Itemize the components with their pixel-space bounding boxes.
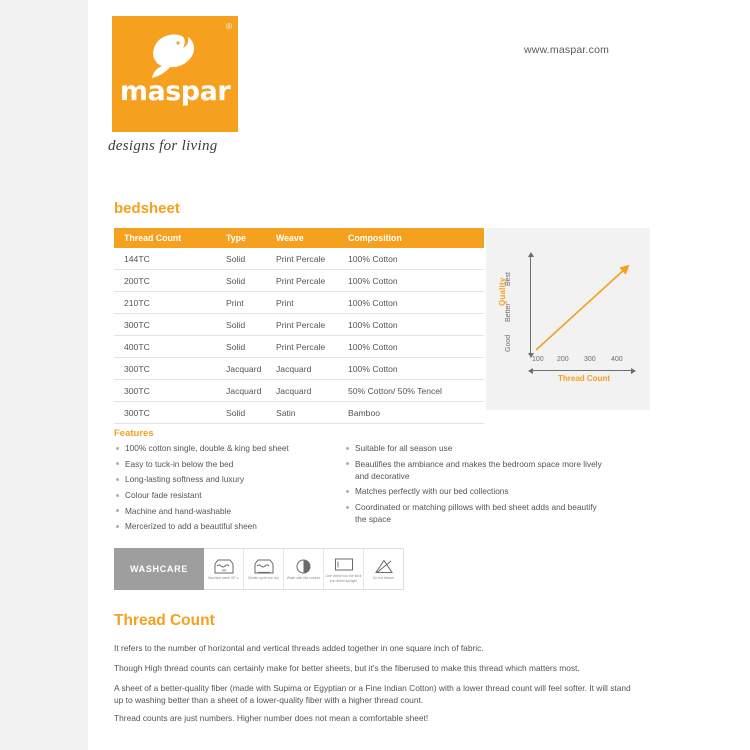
table-row bbox=[114, 314, 484, 336]
cell-type: Jacquard bbox=[216, 380, 266, 402]
table-row bbox=[114, 336, 484, 358]
spec-table-head bbox=[114, 228, 484, 248]
table-row bbox=[114, 292, 484, 314]
cell-thread-count: 144TC bbox=[114, 248, 216, 270]
cell-thread-count: 210TC bbox=[114, 292, 216, 314]
cell-weave: Print Percale bbox=[266, 314, 338, 336]
bird-icon bbox=[142, 30, 204, 82]
cell-type: Solid bbox=[216, 336, 266, 358]
quality-vs-thread-count-chart bbox=[486, 228, 650, 410]
cell-type: Solid bbox=[216, 248, 266, 270]
cell-composition: 100% Cotton bbox=[338, 248, 484, 270]
washcare-caption: Wash with like colours bbox=[286, 576, 321, 581]
cell-composition: 100% Cotton bbox=[338, 358, 484, 380]
list-item: 100% cotton single, double & king bed sheet bbox=[114, 442, 344, 454]
washcare-caption: Gentle cycle iron dry bbox=[248, 576, 279, 581]
cell-thread-count: 200TC bbox=[114, 270, 216, 292]
y-tick-good: Good bbox=[505, 334, 512, 352]
washcare-icon-row bbox=[204, 548, 404, 590]
brand-tagline: designs for living bbox=[108, 138, 218, 154]
table-header-row bbox=[114, 228, 484, 248]
column-header-type: Type bbox=[216, 228, 266, 248]
gentle-cycle-icon bbox=[244, 549, 284, 589]
cell-weave: Print Percale bbox=[266, 336, 338, 358]
table-row bbox=[114, 380, 484, 402]
x-tick-100: 100 bbox=[532, 356, 544, 363]
do-not-bleach-icon bbox=[364, 549, 403, 589]
cell-weave: Satin bbox=[266, 402, 338, 424]
registered-trademark-icon: ® bbox=[226, 22, 232, 31]
washcare-caption: Line dried/ iron the stick iron direct sunlight bbox=[325, 573, 362, 583]
cell-weave: Print Percale bbox=[266, 248, 338, 270]
column-header-thread-count: Thread Count bbox=[114, 228, 216, 248]
washcare-caption: Machine wash 40° c bbox=[208, 576, 239, 581]
thread-count-paragraph: Though High thread counts can certainly make for better sheets, but it's the fiberused to make this thread which matters most. bbox=[114, 663, 580, 673]
list-item: Matches perfectly with our bed collections bbox=[344, 485, 606, 497]
washcare-section bbox=[114, 548, 404, 590]
washcare-label: WASHCARE bbox=[114, 548, 204, 590]
cell-type: Solid bbox=[216, 270, 266, 292]
wash-with-like-colours-icon bbox=[284, 549, 324, 589]
cell-type: Jacquard bbox=[216, 358, 266, 380]
table-row bbox=[114, 358, 484, 380]
cell-composition: 100% Cotton bbox=[338, 336, 484, 358]
page-header bbox=[0, 0, 750, 178]
column-header-composition: Composition bbox=[338, 228, 484, 248]
list-item: Long-lasting softness and luxury bbox=[114, 473, 344, 485]
website-url[interactable]: www.maspar.com bbox=[524, 44, 610, 56]
svg-text:40: 40 bbox=[221, 567, 226, 573]
cell-composition: 50% Cotton/ 50% Tencel bbox=[338, 380, 484, 402]
list-item: Mercerized to add a beautiful sheen bbox=[114, 520, 344, 532]
features-title: Features bbox=[114, 428, 154, 439]
brand-wordmark: maspar bbox=[119, 76, 231, 107]
list-item: Easy to tuck-in below the bed bbox=[114, 458, 344, 470]
thread-count-paragraph: It refers to the number of horizontal and vertical threads added together in one square inch of fabric. bbox=[114, 643, 484, 653]
chart-x-axis-label: Thread Count bbox=[558, 374, 610, 383]
machine-wash-icon bbox=[204, 549, 244, 589]
brand-logo bbox=[112, 16, 238, 132]
cell-type: Print bbox=[216, 292, 266, 314]
list-item: Coordinated or matching pillows with bed sheet adds and beautify the space bbox=[344, 501, 606, 525]
features-column-right bbox=[344, 442, 606, 529]
cell-thread-count: 300TC bbox=[114, 314, 216, 336]
list-item: Colour fade resistant bbox=[114, 489, 344, 501]
list-item: Suitable for all season use bbox=[344, 442, 606, 454]
cell-weave: Jacquard bbox=[266, 358, 338, 380]
cell-thread-count: 300TC bbox=[114, 358, 216, 380]
list-item: Beautifies the ambiance and makes the bedroom space more lively and decorative bbox=[344, 458, 606, 482]
y-tick-best: Best bbox=[505, 271, 512, 286]
cell-type: Solid bbox=[216, 314, 266, 336]
features-column-left bbox=[114, 442, 344, 536]
cell-composition: Bamboo bbox=[338, 402, 484, 424]
x-tick-200: 200 bbox=[557, 356, 569, 363]
table-row bbox=[114, 270, 484, 292]
cell-thread-count: 300TC bbox=[114, 380, 216, 402]
cell-composition: 100% Cotton bbox=[338, 292, 484, 314]
cell-composition: 100% Cotton bbox=[338, 270, 484, 292]
chart-y-axis-label: Quality bbox=[498, 277, 507, 306]
spec-table-wrapper bbox=[114, 228, 484, 424]
list-item: Machine and hand-washable bbox=[114, 505, 344, 517]
cell-thread-count: 400TC bbox=[114, 336, 216, 358]
washcare-caption: Do not bleach bbox=[373, 576, 394, 581]
cell-thread-count: 300TC bbox=[114, 402, 216, 424]
line-dry-icon bbox=[324, 549, 364, 589]
cell-weave: Print bbox=[266, 292, 338, 314]
spec-table-body bbox=[114, 248, 484, 424]
table-row bbox=[114, 402, 484, 424]
cell-weave: Print Percale bbox=[266, 270, 338, 292]
spec-table bbox=[114, 228, 484, 424]
thread-count-paragraph: A sheet of a better-quality fiber (made with Supima or Egyptian or a Fine Indian Cotton) with a lower thread count will feel softer. It will stand up to washing better than a sheet of a lower-quality fiber with a higher thread count. bbox=[114, 683, 631, 705]
table-row bbox=[114, 248, 484, 270]
page-title: bedsheet bbox=[114, 200, 180, 217]
cell-weave: Jacquard bbox=[266, 380, 338, 402]
y-tick-better: Better bbox=[505, 303, 512, 322]
thread-count-title: Thread Count bbox=[114, 612, 215, 629]
cell-composition: 100% Cotton bbox=[338, 314, 484, 336]
cell-type: Solid bbox=[216, 402, 266, 424]
thread-count-paragraph: Thread counts are just numbers. Higher number does not mean a comfortable sheet! bbox=[114, 713, 429, 723]
column-header-weave: Weave bbox=[266, 228, 338, 248]
x-tick-300: 300 bbox=[584, 356, 596, 363]
x-tick-400: 400 bbox=[611, 356, 623, 363]
